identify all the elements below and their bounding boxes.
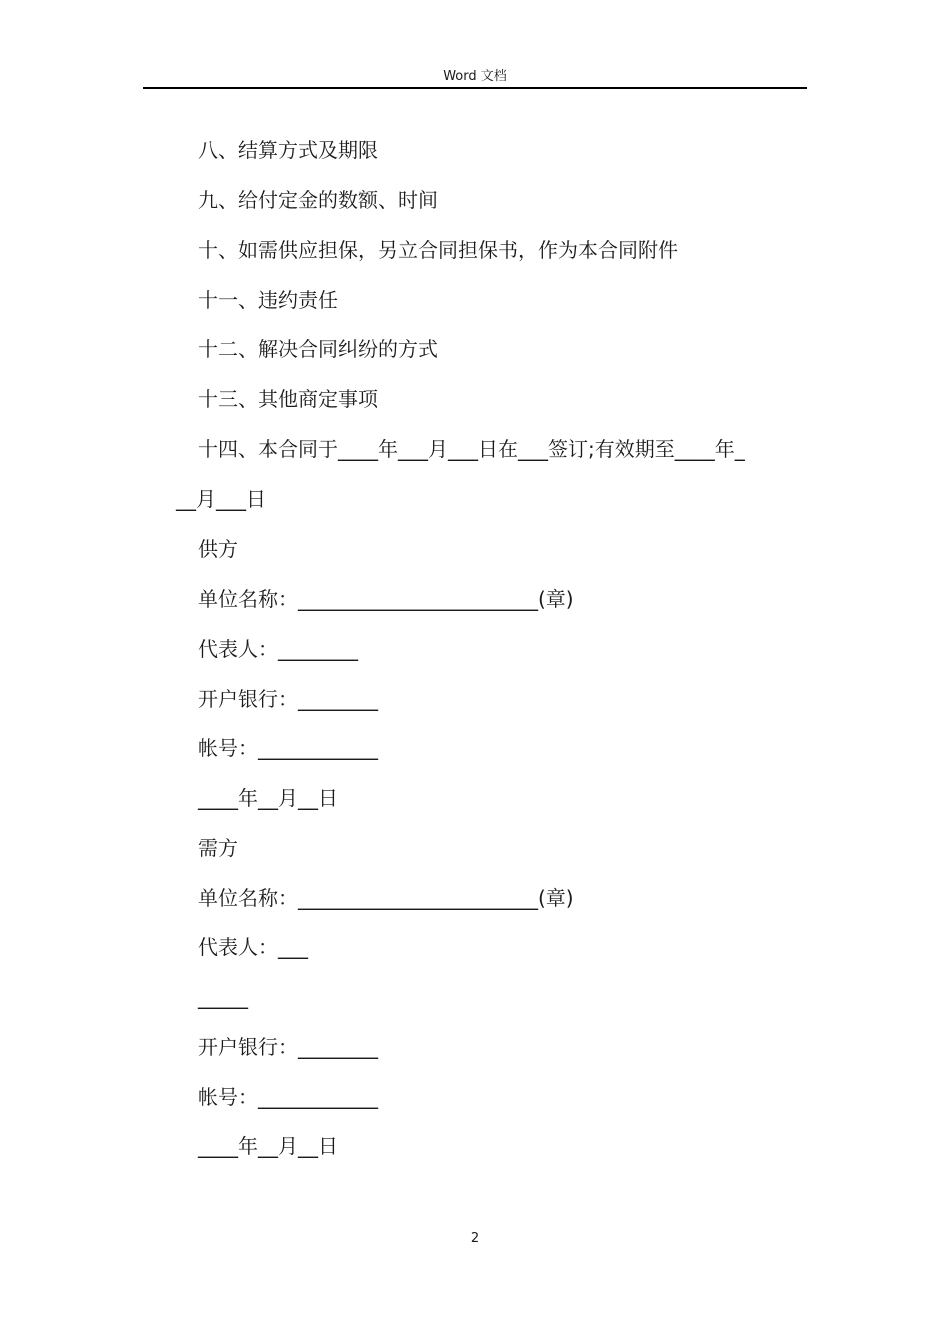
clause-14-continued: __月___日 — [176, 487, 266, 511]
buyer-date: ____年__月__日 — [198, 1134, 338, 1158]
clause-11: 十一、违约责任 — [198, 288, 338, 312]
buyer-representative-continued: _____ — [198, 985, 248, 1009]
page-number: 2 — [470, 1231, 480, 1246]
buyer-representative: 代表人：___ — [198, 935, 308, 959]
buyer-unit-name: 单位名称：________________________(章) — [198, 886, 574, 910]
buyer-bank: 开户银行：________ — [198, 1035, 378, 1059]
supplier-account: 帐号：____________ — [198, 736, 378, 760]
buyer-heading: 需方 — [198, 836, 238, 860]
supplier-heading: 供方 — [198, 537, 238, 561]
supplier-bank: 开户银行：________ — [198, 687, 378, 711]
page-header: Word 文档 — [443, 69, 507, 84]
clause-9: 九、给付定金的数额、时间 — [198, 188, 438, 212]
supplier-unit-name: 单位名称：________________________(章) — [198, 587, 574, 611]
clause-10: 十、如需供应担保，另立合同担保书，作为本合同附件 — [198, 238, 678, 262]
supplier-representative: 代表人：________ — [198, 637, 358, 661]
clause-12: 十二、解决合同纠纷的方式 — [198, 337, 438, 361]
clause-8: 八、结算方式及期限 — [198, 138, 378, 162]
clause-14: 十四、本合同于____年___月___日在___签订;有效期至____年_ — [198, 437, 745, 461]
header-rule — [143, 87, 807, 89]
buyer-account: 帐号：____________ — [198, 1085, 378, 1109]
clause-13: 十三、其他商定事项 — [198, 387, 378, 411]
supplier-date: ____年__月__日 — [198, 786, 338, 810]
